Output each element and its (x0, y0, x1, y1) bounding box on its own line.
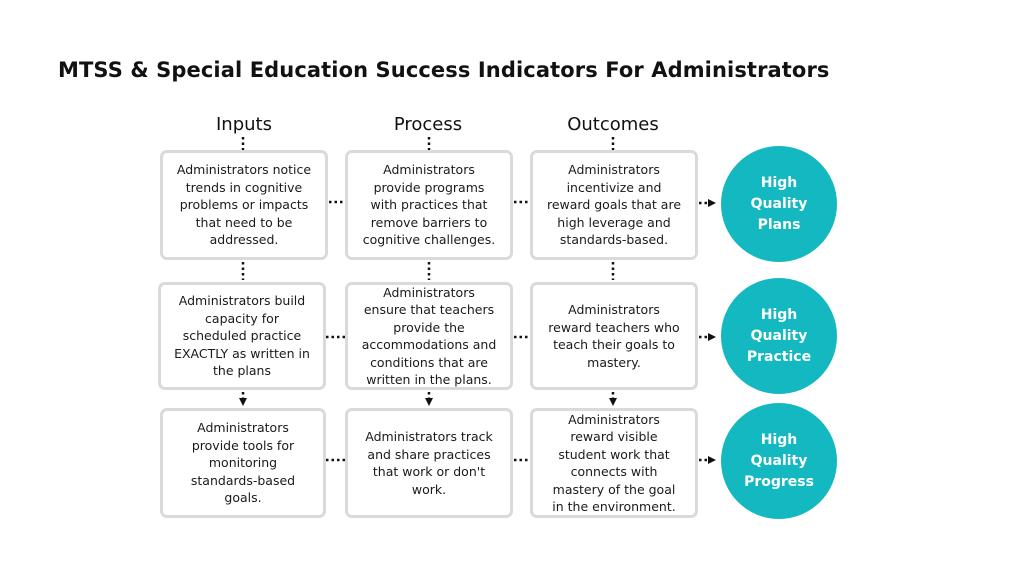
result-circle-plans (721, 146, 837, 262)
box-text: Administrators track and share practices that work or don't work. (365, 429, 493, 497)
box-inputs-row1 (160, 150, 328, 260)
box-outcomes-row2 (530, 282, 698, 390)
box-outcomes-row1 (530, 150, 698, 260)
box-process-row1 (345, 150, 513, 260)
box-text: Administrators provide programs with practices that remove barriers to cognitive challenges. (362, 162, 496, 248)
box-text: Administrators build capacity for scheduled practice EXACTLY as written in the plans (174, 293, 310, 379)
box-text: Administrators provide tools for monitoring standards-based goals. (190, 420, 296, 506)
box-process-row2 (345, 282, 513, 390)
result-circle-practice (721, 278, 837, 394)
result-label: High Quality Progress (744, 431, 814, 490)
box-outcomes-row3 (530, 408, 698, 518)
box-text: Administrators reward teachers who teach their goals to mastery. (548, 302, 680, 370)
box-text: Administrators notice trends in cognitive problems or impacts that need to be addressed. (176, 162, 312, 248)
result-label: High Quality Practice (746, 306, 812, 365)
box-inputs-row3 (160, 408, 326, 518)
box-text: Administrators reward visible student work that connects with mastery of the goal in the environment. (552, 411, 676, 514)
box-text: Administrators ensure that teachers provide the accommodations and conditions that are written in the plans. (361, 284, 497, 387)
box-text: Administrators incentivize and reward goals that are high leverage and standards-based. (546, 162, 682, 248)
column-header-outcomes: Outcomes (567, 114, 659, 135)
result-label: High Quality Plans (750, 174, 808, 233)
column-header-inputs: Inputs (216, 114, 272, 135)
box-process-row3 (345, 408, 513, 518)
box-inputs-row2 (158, 282, 326, 390)
page-title: MTSS & Special Education Success Indicators For Administrators (58, 58, 830, 82)
result-circle-progress (721, 403, 837, 519)
column-header-process: Process (393, 114, 463, 135)
